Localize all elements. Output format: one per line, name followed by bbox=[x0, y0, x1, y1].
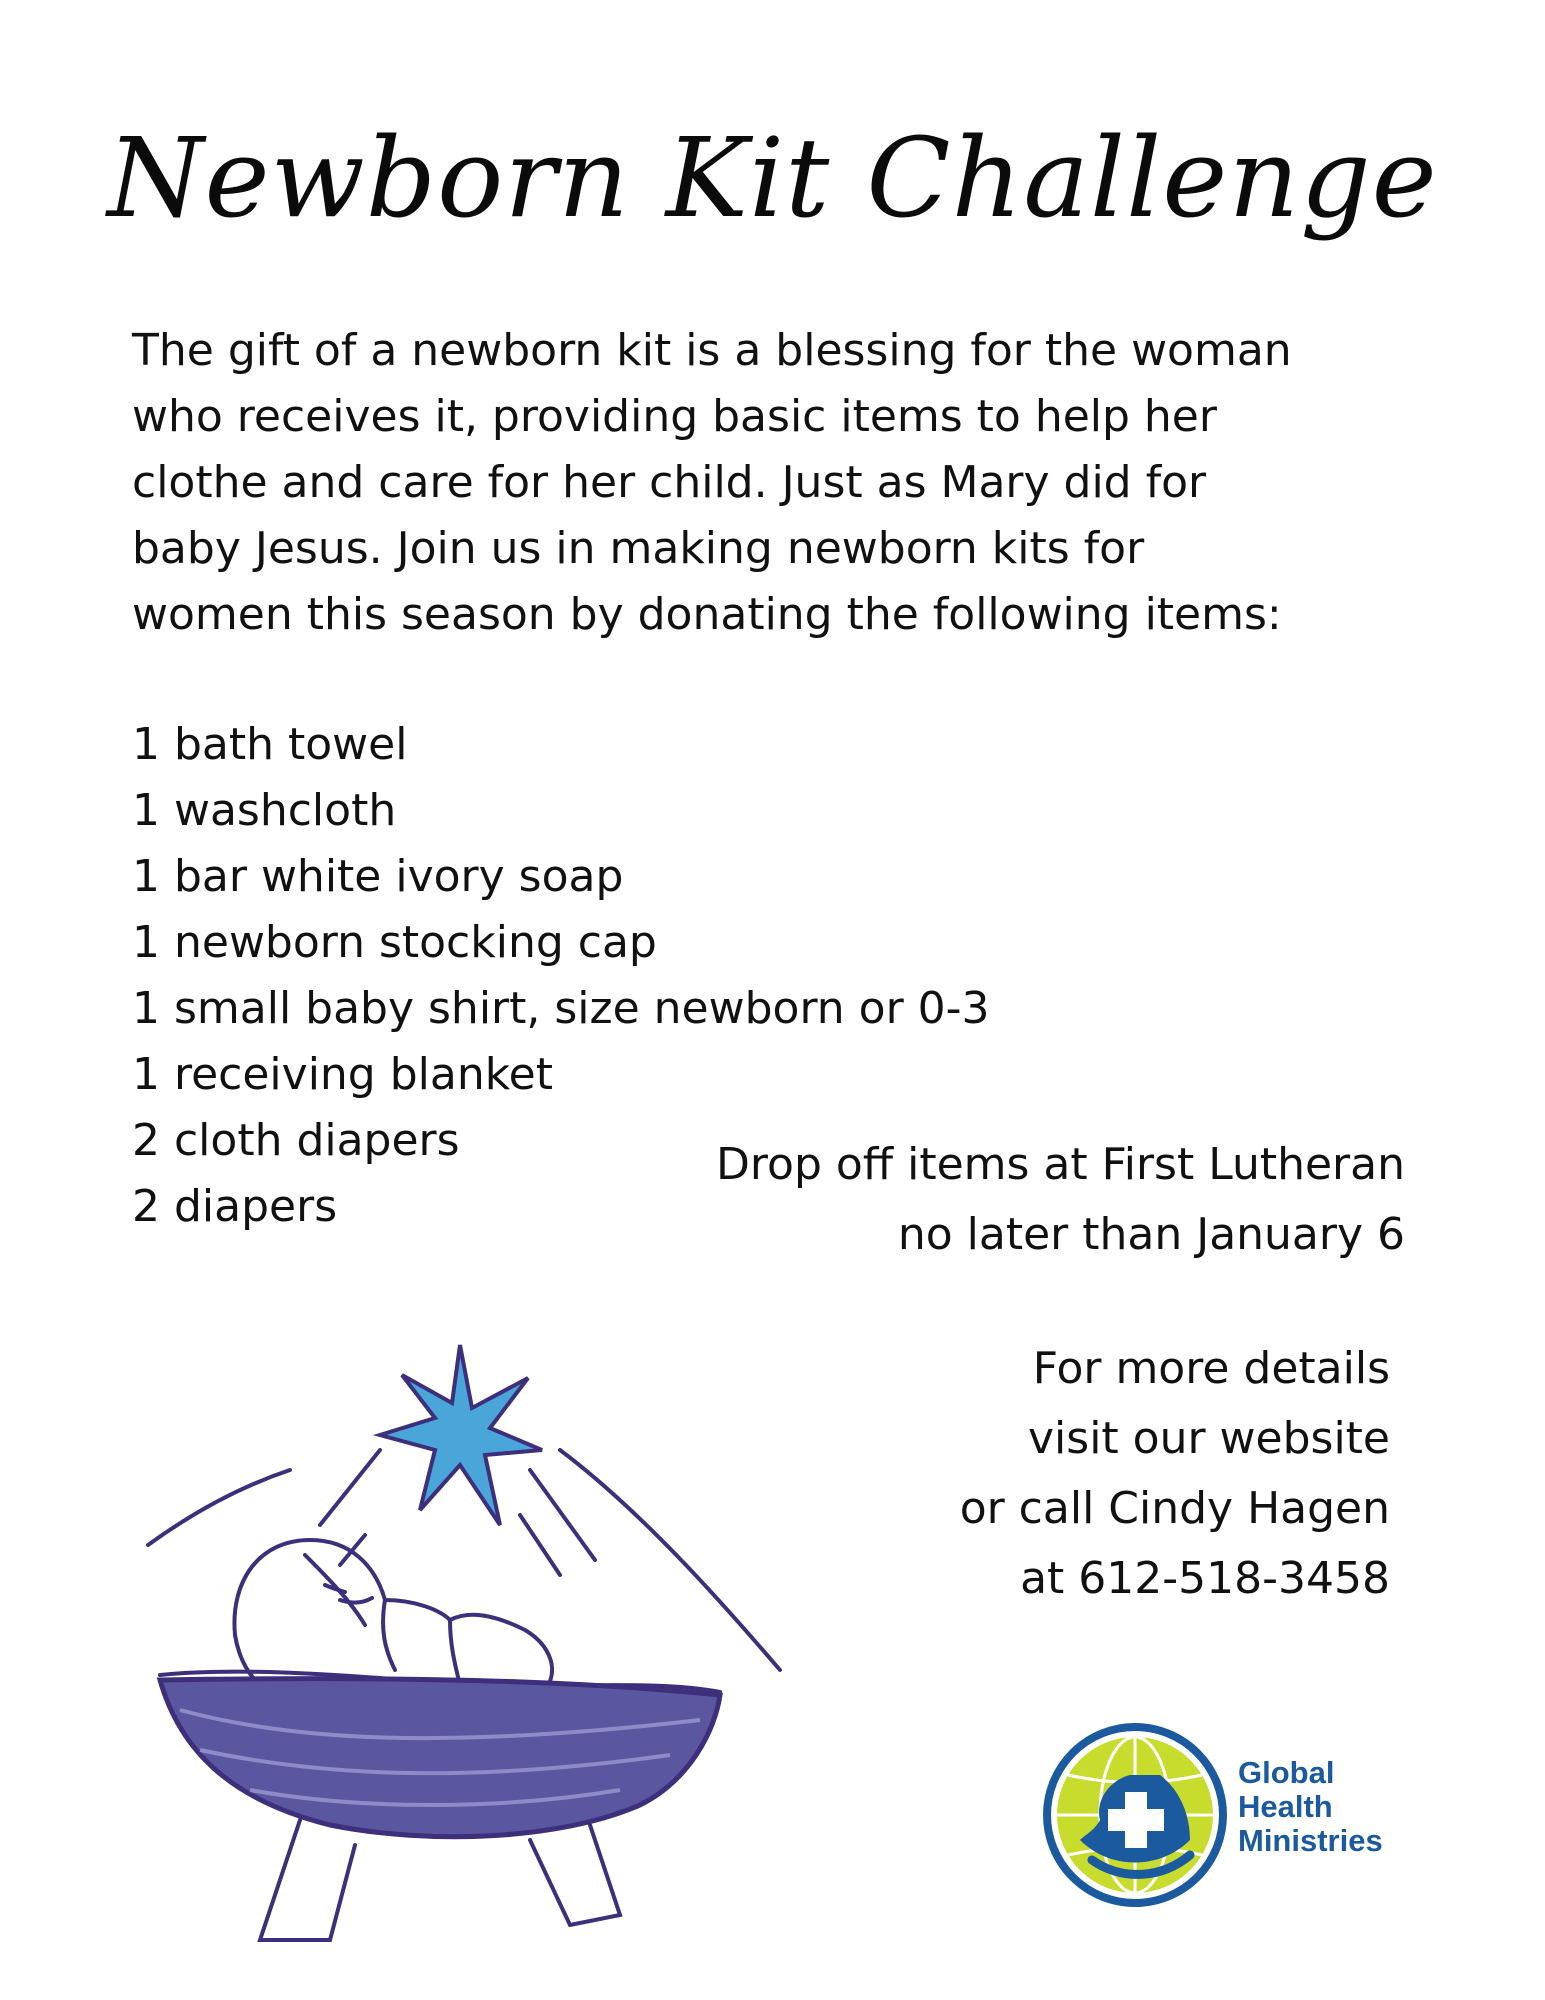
intro-line: clothe and care for her child. Just as Mary did for bbox=[132, 457, 1207, 508]
list-item: 1 washcloth bbox=[132, 785, 397, 836]
details-line: For more details bbox=[1032, 1343, 1390, 1394]
list-item: 1 bath towel bbox=[132, 719, 408, 770]
light-ray bbox=[520, 1515, 560, 1575]
details-line: visit our website bbox=[1028, 1413, 1390, 1464]
manger-leg bbox=[530, 1825, 620, 1925]
logo-text bbox=[1238, 1756, 1383, 1858]
intro-line: The gift of a newborn kit is a blessing for the woman bbox=[132, 325, 1292, 376]
intro-line: baby Jesus. Join us in making newborn kits for bbox=[132, 523, 1145, 574]
light-ray bbox=[320, 1450, 380, 1525]
intro-paragraph bbox=[132, 318, 1422, 648]
logo-line: Global bbox=[1238, 1755, 1335, 1790]
baby-fold bbox=[383, 1600, 395, 1670]
baby-fold bbox=[450, 1620, 460, 1685]
nativity-manger-illustration bbox=[140, 1300, 800, 1950]
global-health-ministries-logo bbox=[1040, 1720, 1400, 1910]
dropoff-info bbox=[716, 1130, 1405, 1270]
logo-line: Ministries bbox=[1238, 1823, 1383, 1858]
globe-cross-hands-logo bbox=[1040, 1720, 1230, 1910]
dropoff-line: no later than January 6 bbox=[897, 1209, 1405, 1260]
list-item: 1 small baby shirt, size newborn or 0-3 bbox=[132, 983, 990, 1034]
star-icon bbox=[380, 1345, 542, 1525]
list-item: 1 receiving blanket bbox=[132, 1049, 553, 1100]
logo-line: Health bbox=[1238, 1789, 1333, 1824]
details-line: or call Cindy Hagen bbox=[959, 1483, 1390, 1534]
details-line: at 612-518-3458 bbox=[1020, 1553, 1390, 1604]
list-item: 1 bar white ivory soap bbox=[132, 851, 624, 902]
list-item: 2 cloth diapers bbox=[132, 1115, 460, 1166]
page-title: Newborn Kit Challenge bbox=[107, 114, 1438, 242]
dropoff-line: Drop off items at First Lutheran bbox=[716, 1139, 1405, 1190]
list-item: 2 diapers bbox=[132, 1181, 338, 1232]
intro-line: women this season by donating the following items: bbox=[132, 589, 1282, 640]
list-item: 1 newborn stocking cap bbox=[132, 917, 657, 968]
manger-leg bbox=[260, 1820, 355, 1940]
intro-line: who receives it, providing basic items to help her bbox=[132, 391, 1217, 442]
contact-details bbox=[960, 1334, 1390, 1614]
light-ray bbox=[148, 1470, 290, 1545]
